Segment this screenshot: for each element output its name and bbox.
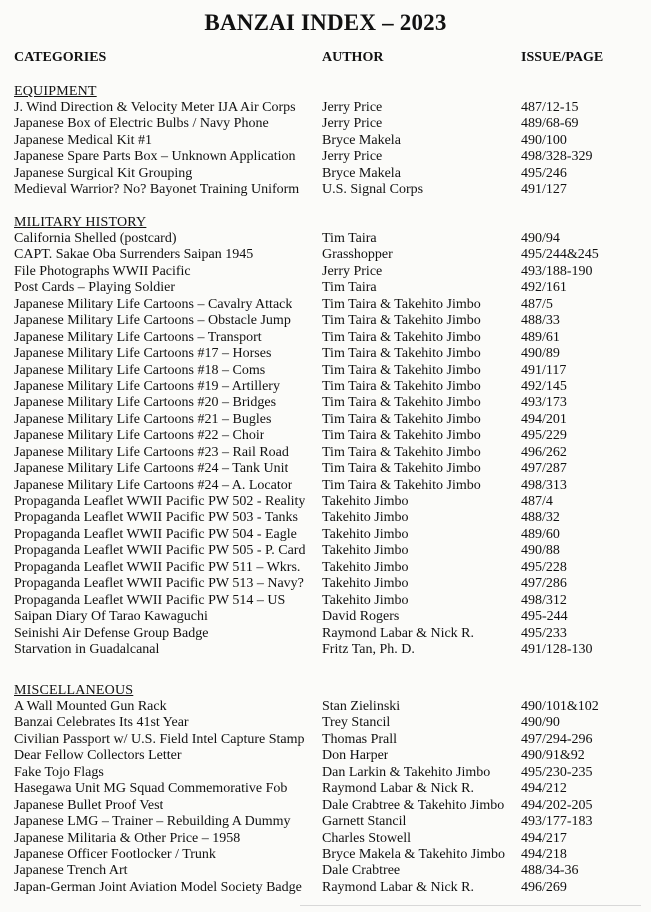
section-title: MISCELLANEOUS [14, 683, 134, 698]
entry-title: CAPT. Sakae Oba Surrenders Saipan 1945 [14, 247, 254, 263]
entry-title: Japan-German Joint Aviation Model Society Badge [14, 879, 302, 895]
entry-title: Japanese Trench Art [14, 863, 128, 879]
document-title: BANZAI INDEX – 2023 [204, 10, 447, 35]
entry-author: Raymond Labar & Nick R. [322, 781, 475, 797]
index-row [0, 863, 651, 879]
entry-issue-page: 498/328-329 [521, 149, 593, 165]
section-title: MILITARY HISTORY [14, 215, 147, 230]
entry-author: Tim Taira & Takehito Jimbo [322, 477, 481, 493]
entry-issue-page: 490/91&92 [521, 748, 585, 764]
entry-title: A Wall Mounted Gun Rack [14, 699, 167, 714]
entry-title: Fake Tojo Flags [14, 764, 104, 780]
entry-title: Propaganda Leaflet WWII Pacific PW 503 - Tanks [14, 510, 298, 526]
entry-issue-page: 491/128-130 [521, 641, 593, 657]
entry-title: File Photographs WWII Pacific [14, 263, 191, 279]
index-row [0, 428, 651, 444]
entry-author: Tim Taira & Takehito Jimbo [322, 378, 481, 394]
entry-author: Trey Stancil [322, 715, 391, 731]
entry-issue-page: 487/4 [521, 494, 553, 509]
entry-author: Takehito Jimbo [322, 559, 409, 575]
entry-author: Raymond Labar & Nick R. [322, 879, 475, 895]
entry-title: Japanese Surgical Kit Grouping [14, 165, 193, 181]
entry-issue-page: 493/188-190 [521, 263, 593, 279]
entry-title: Japanese LMG – Trainer – Rebuilding A Dummy [14, 814, 291, 830]
entry-title: Medieval Warrior? No? Bayonet Training Uniform [14, 182, 300, 198]
entry-author: Tim Taira & Takehito Jimbo [322, 444, 481, 460]
entry-issue-page: 495/244&245 [521, 247, 599, 263]
index-row [0, 699, 651, 715]
entry-issue-page: 497/286 [521, 576, 567, 592]
entry-issue-page: 488/34-36 [521, 863, 579, 879]
entry-title: California Shelled (postcard) [14, 231, 177, 246]
index-row [0, 297, 651, 313]
entry-issue-page: 490/101&102 [521, 699, 599, 714]
entry-title: Dear Fellow Collectors Letter [14, 748, 182, 764]
entry-title: Civilian Passport w/ U.S. Field Intel Capture Stamp [14, 731, 305, 747]
entry-author: Don Harper [322, 748, 389, 764]
entry-issue-page: 490/90 [521, 715, 560, 731]
entry-issue-page: 494/218 [521, 846, 567, 862]
entry-author: Tim Taira & Takehito Jimbo [322, 362, 481, 378]
entry-issue-page: 494/202-205 [521, 797, 593, 813]
header-issue-page: ISSUE/PAGE [521, 50, 604, 65]
entry-author: Tim Taira & Takehito Jimbo [322, 395, 481, 411]
entry-issue-page: 495/233 [521, 625, 567, 641]
entry-issue-page: 494/217 [521, 830, 567, 846]
entry-title: Starvation in Guadalcanal [14, 641, 160, 657]
entry-title: Japanese Military Life Cartoons #24 – A. Locator [14, 477, 293, 493]
entry-author: Tim Taira [322, 231, 377, 246]
index-row [0, 593, 651, 609]
entry-author: Dan Larkin & Takehito Jimbo [322, 764, 491, 780]
section-title: EQUIPMENT [14, 84, 97, 99]
entry-title: Propaganda Leaflet WWII Pacific PW 514 – US [14, 592, 286, 608]
entry-issue-page: 490/100 [521, 132, 567, 148]
entry-author: Bryce Makela & Takehito Jimbo [322, 846, 506, 862]
entry-title: Japanese Military Life Cartoons #18 – Coms [14, 362, 266, 378]
index-row [0, 609, 651, 625]
index-row [0, 313, 651, 329]
index-row [0, 560, 651, 576]
entry-title: Japanese Military Life Cartoons – Obstacle Jump [14, 313, 291, 329]
entry-issue-page: 493/177-183 [521, 814, 593, 830]
index-row [0, 166, 651, 182]
entry-author: Thomas Prall [322, 731, 398, 747]
entry-issue-page: 489/68-69 [521, 116, 579, 132]
entry-title: Propaganda Leaflet WWII Pacific PW 505 - P. Card [14, 543, 306, 559]
index-row [0, 149, 651, 165]
index-row [0, 280, 651, 296]
entry-title: Banzai Celebrates Its 41st Year [14, 715, 189, 731]
index-row [0, 478, 651, 494]
index-row [0, 264, 651, 280]
entry-issue-page: 490/89 [521, 346, 560, 362]
entry-title: Japanese Military Life Cartoons #17 – Horses [14, 346, 272, 362]
index-row [0, 494, 651, 510]
entry-title: Japanese Military Life Cartoons #20 – Bridges [14, 395, 277, 411]
index-row [0, 527, 651, 543]
entry-issue-page: 495/228 [521, 559, 567, 575]
entry-issue-page: 490/88 [521, 543, 560, 559]
entry-title: Japanese Bullet Proof Vest [14, 797, 164, 813]
entry-author: Raymond Labar & Nick R. [322, 625, 475, 641]
entry-title: Post Cards – Playing Soldier [14, 280, 176, 296]
entry-author: Garnett Stancil [322, 814, 407, 830]
index-row [0, 798, 651, 814]
index-row [0, 247, 651, 263]
entry-author: Tim Taira & Takehito Jimbo [322, 411, 481, 427]
index-row [0, 847, 651, 863]
index-row [0, 133, 651, 149]
entry-issue-page: 496/262 [521, 444, 567, 460]
index-row [0, 626, 651, 642]
entry-issue-page: 489/61 [521, 329, 560, 345]
entry-issue-page: 495-244 [521, 609, 568, 625]
entry-issue-page: 494/212 [521, 781, 567, 797]
entry-author: Fritz Tan, Ph. D. [322, 641, 415, 657]
entry-title: Seinishi Air Defense Group Badge [14, 625, 209, 641]
entry-title: Japanese Military Life Cartoons #19 – Artillery [14, 378, 280, 394]
index-row [0, 395, 651, 411]
index-row [0, 880, 651, 896]
entry-author: Jerry Price [322, 149, 383, 165]
entry-author: Takehito Jimbo [322, 510, 409, 526]
index-row [0, 576, 651, 592]
entry-author: Stan Zielinski [322, 699, 401, 714]
index-row [0, 732, 651, 748]
index-row [0, 461, 651, 477]
entry-title: Saipan Diary Of Tarao Kawaguchi [14, 609, 208, 625]
entry-title: Japanese Spare Parts Box – Unknown Application [14, 149, 296, 165]
entry-author: Takehito Jimbo [322, 576, 409, 592]
column-headers [0, 50, 651, 72]
entry-issue-page: 489/60 [521, 526, 560, 542]
entry-author: Takehito Jimbo [322, 526, 409, 542]
entry-title: Propaganda Leaflet WWII Pacific PW 502 - Reality [14, 494, 306, 509]
index-row [0, 748, 651, 764]
entry-title: Japanese Military Life Cartoons – Cavalry Attack [14, 296, 293, 312]
entry-author: Tim Taira [322, 280, 377, 296]
entry-issue-page: 497/287 [521, 461, 567, 477]
index-row [0, 182, 651, 198]
entry-author: Dale Crabtree [322, 863, 401, 879]
entry-issue-page: 493/173 [521, 395, 567, 411]
entry-title: Japanese Military Life Cartoons #22 – Choir [14, 428, 265, 444]
entry-issue-page: 495/229 [521, 428, 567, 444]
entry-author: Bryce Makela [322, 165, 401, 181]
index-row [0, 814, 651, 830]
entry-author: Takehito Jimbo [322, 543, 409, 559]
entry-author: Tim Taira & Takehito Jimbo [322, 296, 481, 312]
index-row [0, 445, 651, 461]
entry-title: Japanese Medical Kit #1 [14, 132, 153, 148]
entry-title: Hasegawa Unit MG Squad Commemorative Fob [14, 781, 288, 797]
entry-issue-page: 494/201 [521, 411, 567, 427]
index-row [0, 715, 651, 731]
index-row [0, 412, 651, 428]
index-row [0, 831, 651, 847]
entry-author: David Rogers [322, 609, 400, 625]
index-row [0, 231, 651, 247]
entry-issue-page: 495/230-235 [521, 764, 593, 780]
entry-title: Japanese Military Life Cartoons #24 – Tank Unit [14, 461, 289, 477]
index-row [0, 346, 651, 362]
index-row [0, 100, 651, 116]
header-categories: CATEGORIES [14, 50, 107, 65]
index-row [0, 116, 651, 132]
entry-title: Japanese Military Life Cartoons – Transport [14, 329, 262, 345]
entry-issue-page: 492/145 [521, 378, 567, 394]
entry-author: Jerry Price [322, 116, 383, 132]
entry-author: Takehito Jimbo [322, 592, 409, 608]
entry-title: Japanese Military Life Cartoons #21 – Bugles [14, 411, 272, 427]
entry-issue-page: 495/246 [521, 165, 567, 181]
index-row [0, 642, 651, 658]
entry-title: Japanese Officer Footlocker / Trunk [14, 846, 216, 862]
entry-issue-page: 487/12-15 [521, 100, 579, 115]
entry-title: Propaganda Leaflet WWII Pacific PW 504 - Eagle [14, 526, 297, 542]
entry-title: J. Wind Direction & Velocity Meter IJA Air Corps [14, 100, 296, 115]
entry-author: Bryce Makela [322, 132, 401, 148]
entry-issue-page: 488/32 [521, 510, 560, 526]
entry-author: Charles Stowell [322, 830, 412, 846]
bottom-rule [300, 905, 641, 906]
index-row [0, 543, 651, 559]
entry-title: Japanese Military Life Cartoons #23 – Rail Road [14, 444, 289, 460]
header-author: AUTHOR [322, 50, 384, 65]
index-row [0, 510, 651, 526]
entry-issue-page: 498/313 [521, 477, 567, 493]
entry-author: Takehito Jimbo [322, 494, 409, 509]
entry-author: Tim Taira & Takehito Jimbo [322, 346, 481, 362]
entry-author: Jerry Price [322, 100, 383, 115]
entry-title: Japanese Box of Electric Bulbs / Navy Phone [14, 116, 269, 132]
entry-author: Tim Taira & Takehito Jimbo [322, 461, 481, 477]
index-row [0, 363, 651, 379]
index-row [0, 781, 651, 797]
entry-author: Tim Taira & Takehito Jimbo [322, 329, 481, 345]
entry-title: Propaganda Leaflet WWII Pacific PW 513 – Navy? [14, 576, 304, 592]
entry-issue-page: 498/312 [521, 592, 567, 608]
index-row [0, 379, 651, 395]
entry-issue-page: 488/33 [521, 313, 560, 329]
entry-issue-page: 490/94 [521, 231, 560, 246]
index-row [0, 330, 651, 346]
entry-author: Jerry Price [322, 263, 383, 279]
entry-author: Tim Taira & Takehito Jimbo [322, 313, 481, 329]
entry-issue-page: 496/269 [521, 879, 567, 895]
entry-issue-page: 492/161 [521, 280, 567, 296]
entry-title: Propaganda Leaflet WWII Pacific PW 511 – Wkrs. [14, 559, 301, 575]
entry-issue-page: 491/117 [521, 362, 567, 378]
entry-author: Grasshopper [322, 247, 393, 263]
entry-title: Japanese Militaria & Other Price – 1958 [14, 830, 241, 846]
entry-issue-page: 491/127 [521, 182, 567, 198]
entry-author: Tim Taira & Takehito Jimbo [322, 428, 481, 444]
entry-issue-page: 497/294-296 [521, 731, 593, 747]
entry-author: Dale Crabtree & Takehito Jimbo [322, 797, 505, 813]
index-row [0, 765, 651, 781]
entry-author: U.S. Signal Corps [322, 182, 424, 198]
entry-issue-page: 487/5 [521, 296, 553, 312]
